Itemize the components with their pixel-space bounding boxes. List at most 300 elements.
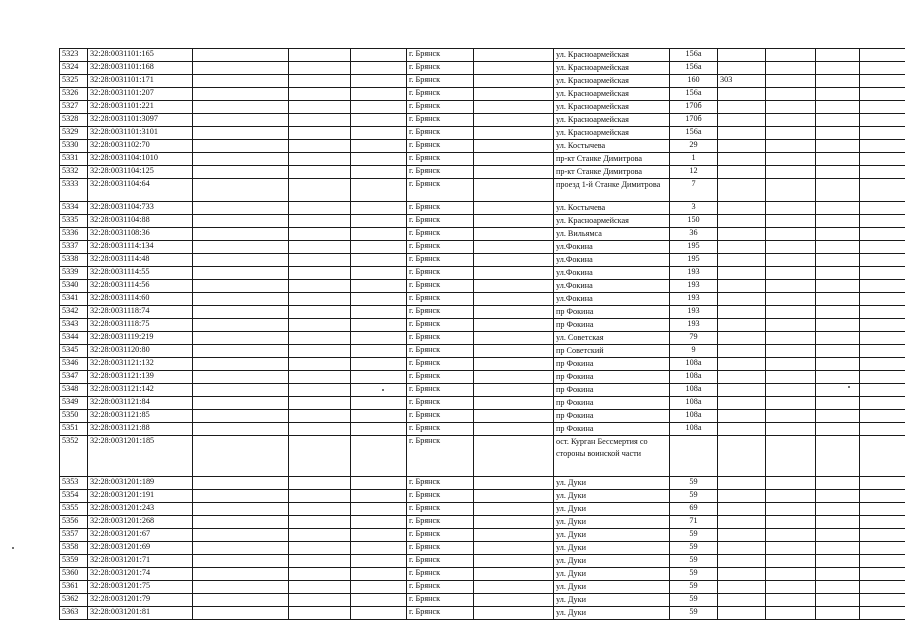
city-cell: г. Брянск: [407, 254, 474, 267]
empty-cell: [766, 202, 816, 215]
corpus-cell: [718, 114, 766, 127]
empty-cell: [351, 228, 407, 241]
empty-cell: [474, 371, 554, 384]
house-cell: 59: [670, 490, 718, 503]
cadastral-number: 32:28:0031114:55: [88, 267, 193, 280]
corpus-cell: [718, 477, 766, 490]
empty-cell: [766, 306, 816, 319]
empty-cell: [766, 345, 816, 358]
empty-cell: [474, 555, 554, 568]
empty-cell: [289, 88, 351, 101]
street-cell: пр Фокина: [554, 358, 670, 371]
city-cell: г. Брянск: [407, 179, 474, 202]
empty-cell: [860, 319, 905, 332]
empty-cell: [193, 410, 289, 423]
corpus-cell: [718, 293, 766, 306]
house-cell: 160: [670, 75, 718, 88]
house-cell: 150: [670, 215, 718, 228]
row-number: 5323: [60, 49, 88, 62]
cadastral-number: 32:28:0031101:168: [88, 62, 193, 75]
house-cell: 195: [670, 254, 718, 267]
empty-cell: [766, 114, 816, 127]
corpus-cell: [718, 529, 766, 542]
empty-cell: [816, 140, 860, 153]
table-row: [60, 555, 905, 568]
house-cell: 59: [670, 542, 718, 555]
empty-cell: [766, 332, 816, 345]
row-number: 5347: [60, 371, 88, 384]
street-cell: пр Фокина: [554, 306, 670, 319]
house-cell: 193: [670, 267, 718, 280]
empty-cell: [816, 477, 860, 490]
house-cell: 108а: [670, 410, 718, 423]
empty-cell: [766, 75, 816, 88]
table-row: [60, 581, 905, 594]
scan-speck: [382, 389, 384, 391]
cadastral-number: 32:28:0031201:81: [88, 607, 193, 620]
empty-cell: [816, 293, 860, 306]
empty-cell: [816, 397, 860, 410]
empty-cell: [474, 436, 554, 477]
house-cell: 9: [670, 345, 718, 358]
empty-cell: [474, 293, 554, 306]
scan-speck: [12, 547, 14, 549]
empty-cell: [193, 280, 289, 293]
cadastral-number: 32:28:0031121:88: [88, 423, 193, 436]
empty-cell: [766, 241, 816, 254]
cadastral-number: 32:28:0031101:165: [88, 49, 193, 62]
empty-cell: [289, 153, 351, 166]
empty-cell: [193, 228, 289, 241]
street-cell: ул. Красноармейская: [554, 127, 670, 140]
street-cell: ул. Дуки: [554, 477, 670, 490]
table-row: [60, 228, 905, 241]
empty-cell: [289, 75, 351, 88]
empty-cell: [816, 166, 860, 179]
table-row: [60, 397, 905, 410]
empty-cell: [289, 228, 351, 241]
empty-cell: [474, 607, 554, 620]
empty-cell: [193, 490, 289, 503]
empty-cell: [289, 114, 351, 127]
city-cell: г. Брянск: [407, 88, 474, 101]
empty-cell: [766, 371, 816, 384]
house-cell: 193: [670, 306, 718, 319]
city-cell: г. Брянск: [407, 371, 474, 384]
table-row: [60, 568, 905, 581]
city-cell: г. Брянск: [407, 49, 474, 62]
empty-cell: [474, 62, 554, 75]
house-cell: 36: [670, 228, 718, 241]
table-row: [60, 319, 905, 332]
table-row: [60, 306, 905, 319]
row-number: 5332: [60, 166, 88, 179]
corpus-cell: [718, 49, 766, 62]
empty-cell: [193, 358, 289, 371]
corpus-cell: [718, 228, 766, 241]
street-cell: ул. Дуки: [554, 581, 670, 594]
city-cell: г. Брянск: [407, 319, 474, 332]
empty-cell: [766, 62, 816, 75]
table-row: [60, 127, 905, 140]
empty-cell: [289, 319, 351, 332]
row-number: 5345: [60, 345, 88, 358]
street-cell: ул. Красноармейская: [554, 49, 670, 62]
empty-cell: [351, 477, 407, 490]
empty-cell: [816, 581, 860, 594]
empty-cell: [766, 384, 816, 397]
empty-cell: [351, 568, 407, 581]
cadastral-number: 32:28:0031201:67: [88, 529, 193, 542]
table-row: [60, 594, 905, 607]
empty-cell: [766, 358, 816, 371]
street-cell: ул. Красноармейская: [554, 88, 670, 101]
empty-cell: [474, 490, 554, 503]
street-cell: ул. Костычева: [554, 140, 670, 153]
street-cell: ул. Дуки: [554, 555, 670, 568]
street-cell: ул. Красноармейская: [554, 75, 670, 88]
empty-cell: [816, 254, 860, 267]
empty-cell: [474, 88, 554, 101]
row-number: 5359: [60, 555, 88, 568]
house-cell: 156а: [670, 62, 718, 75]
corpus-cell: [718, 555, 766, 568]
empty-cell: [193, 477, 289, 490]
empty-cell: [193, 332, 289, 345]
cadastral-number: 32:28:0031201:185: [88, 436, 193, 477]
cadastral-number: 32:28:0031104:1010: [88, 153, 193, 166]
empty-cell: [816, 594, 860, 607]
empty-cell: [474, 166, 554, 179]
street-cell: ул. Дуки: [554, 594, 670, 607]
empty-cell: [474, 228, 554, 241]
empty-cell: [351, 423, 407, 436]
empty-cell: [289, 477, 351, 490]
house-cell: 193: [670, 280, 718, 293]
empty-cell: [193, 319, 289, 332]
cadastral-number: 32:28:0031114:56: [88, 280, 193, 293]
empty-cell: [289, 179, 351, 202]
empty-cell: [193, 306, 289, 319]
street-cell: ул.Фокина: [554, 254, 670, 267]
corpus-cell: [718, 581, 766, 594]
empty-cell: [860, 594, 905, 607]
empty-cell: [193, 293, 289, 306]
cadastral-number: 32:28:0031101:221: [88, 101, 193, 114]
corpus-cell: [718, 319, 766, 332]
empty-cell: [474, 410, 554, 423]
city-cell: г. Брянск: [407, 127, 474, 140]
empty-cell: [860, 101, 905, 114]
house-cell: 108а: [670, 371, 718, 384]
house-cell: 3: [670, 202, 718, 215]
empty-cell: [816, 436, 860, 477]
empty-cell: [193, 397, 289, 410]
empty-cell: [193, 101, 289, 114]
empty-cell: [860, 436, 905, 477]
street-cell: пр Фокина: [554, 423, 670, 436]
row-number: 5350: [60, 410, 88, 423]
empty-cell: [474, 49, 554, 62]
street-cell: ул. Красноармейская: [554, 215, 670, 228]
empty-cell: [351, 127, 407, 140]
empty-cell: [351, 293, 407, 306]
empty-cell: [766, 503, 816, 516]
house-cell: 108а: [670, 358, 718, 371]
row-number: 5344: [60, 332, 88, 345]
row-number: 5361: [60, 581, 88, 594]
empty-cell: [289, 202, 351, 215]
city-cell: г. Брянск: [407, 101, 474, 114]
empty-cell: [289, 581, 351, 594]
empty-cell: [816, 503, 860, 516]
city-cell: г. Брянск: [407, 423, 474, 436]
empty-cell: [860, 345, 905, 358]
empty-cell: [816, 241, 860, 254]
empty-cell: [766, 101, 816, 114]
street-cell: пр-кт Станке Димитрова: [554, 166, 670, 179]
empty-cell: [351, 75, 407, 88]
house-cell: 193: [670, 293, 718, 306]
corpus-cell: [718, 127, 766, 140]
empty-cell: [193, 423, 289, 436]
empty-cell: [816, 280, 860, 293]
corpus-cell: [718, 101, 766, 114]
table-row: [60, 384, 905, 397]
empty-cell: [816, 332, 860, 345]
empty-cell: [193, 555, 289, 568]
empty-cell: [860, 267, 905, 280]
empty-cell: [474, 114, 554, 127]
street-cell: ул. Советская: [554, 332, 670, 345]
table-row: [60, 215, 905, 228]
empty-cell: [474, 140, 554, 153]
empty-cell: [193, 581, 289, 594]
corpus-cell: [718, 358, 766, 371]
corpus-cell: [718, 542, 766, 555]
table-row: [60, 88, 905, 101]
cadastral-number: 32:28:0031120:80: [88, 345, 193, 358]
street-cell: ул.Фокина: [554, 267, 670, 280]
empty-cell: [351, 267, 407, 280]
empty-cell: [766, 423, 816, 436]
empty-cell: [860, 332, 905, 345]
empty-cell: [860, 254, 905, 267]
street-cell: ул. Дуки: [554, 529, 670, 542]
cadastral-number: 32:28:0031104:125: [88, 166, 193, 179]
empty-cell: [860, 477, 905, 490]
empty-cell: [193, 166, 289, 179]
empty-cell: [351, 490, 407, 503]
corpus-cell: [718, 397, 766, 410]
city-cell: г. Брянск: [407, 280, 474, 293]
empty-cell: [289, 594, 351, 607]
street-cell: ул.Фокина: [554, 293, 670, 306]
cadastral-number: 32:28:0031114:60: [88, 293, 193, 306]
cadastral-number: 32:28:0031201:268: [88, 516, 193, 529]
corpus-cell: [718, 202, 766, 215]
corpus-cell: [718, 345, 766, 358]
empty-cell: [289, 254, 351, 267]
empty-cell: [351, 542, 407, 555]
empty-cell: [289, 384, 351, 397]
city-cell: г. Брянск: [407, 166, 474, 179]
city-cell: г. Брянск: [407, 114, 474, 127]
empty-cell: [766, 490, 816, 503]
empty-cell: [474, 568, 554, 581]
cadastral-number: 32:28:0031104:64: [88, 179, 193, 202]
city-cell: г. Брянск: [407, 75, 474, 88]
empty-cell: [860, 306, 905, 319]
city-cell: г. Брянск: [407, 241, 474, 254]
empty-cell: [766, 267, 816, 280]
empty-cell: [766, 166, 816, 179]
empty-cell: [289, 345, 351, 358]
street-cell: ул.Фокина: [554, 280, 670, 293]
street-cell: ул. Костычева: [554, 202, 670, 215]
empty-cell: [816, 410, 860, 423]
empty-cell: [860, 358, 905, 371]
row-number: 5339: [60, 267, 88, 280]
city-cell: г. Брянск: [407, 581, 474, 594]
empty-cell: [289, 607, 351, 620]
empty-cell: [351, 153, 407, 166]
empty-cell: [474, 581, 554, 594]
cadastral-number: 32:28:0031201:243: [88, 503, 193, 516]
table-row: [60, 607, 905, 620]
house-cell: 156а: [670, 88, 718, 101]
empty-cell: [816, 127, 860, 140]
street-cell: пр Фокина: [554, 397, 670, 410]
empty-cell: [474, 345, 554, 358]
empty-cell: [351, 179, 407, 202]
empty-cell: [816, 75, 860, 88]
row-number: 5360: [60, 568, 88, 581]
empty-cell: [193, 202, 289, 215]
empty-cell: [860, 127, 905, 140]
empty-cell: [766, 477, 816, 490]
corpus-cell: [718, 607, 766, 620]
street-cell: пр Фокина: [554, 410, 670, 423]
city-cell: г. Брянск: [407, 516, 474, 529]
empty-cell: [816, 555, 860, 568]
empty-cell: [193, 503, 289, 516]
table-row: [60, 166, 905, 179]
empty-cell: [474, 241, 554, 254]
cadastral-number: 32:28:0031101:171: [88, 75, 193, 88]
empty-cell: [351, 49, 407, 62]
table-row: [60, 423, 905, 436]
empty-cell: [289, 436, 351, 477]
street-cell: пр-кт Станке Димитрова: [554, 153, 670, 166]
city-cell: г. Брянск: [407, 306, 474, 319]
city-cell: г. Брянск: [407, 332, 474, 345]
city-cell: г. Брянск: [407, 202, 474, 215]
empty-cell: [351, 516, 407, 529]
house-cell: 59: [670, 555, 718, 568]
empty-cell: [766, 88, 816, 101]
corpus-cell: [718, 140, 766, 153]
empty-cell: [766, 516, 816, 529]
empty-cell: [816, 529, 860, 542]
house-cell: 156а: [670, 49, 718, 62]
empty-cell: [351, 215, 407, 228]
empty-cell: [193, 49, 289, 62]
city-cell: г. Брянск: [407, 384, 474, 397]
empty-cell: [766, 529, 816, 542]
cadastral-number: 32:28:0031121:85: [88, 410, 193, 423]
empty-cell: [193, 436, 289, 477]
street-cell: ул. Красноармейская: [554, 62, 670, 75]
empty-cell: [351, 254, 407, 267]
empty-cell: [474, 254, 554, 267]
empty-cell: [860, 241, 905, 254]
empty-cell: [860, 423, 905, 436]
empty-cell: [289, 215, 351, 228]
empty-cell: [351, 306, 407, 319]
table-row: [60, 241, 905, 254]
city-cell: г. Брянск: [407, 153, 474, 166]
street-cell: ул. Дуки: [554, 542, 670, 555]
empty-cell: [289, 358, 351, 371]
row-number: 5346: [60, 358, 88, 371]
empty-cell: [193, 594, 289, 607]
cadastral-number: 32:28:0031102:70: [88, 140, 193, 153]
table-row: [60, 202, 905, 215]
corpus-cell: [718, 153, 766, 166]
empty-cell: [816, 568, 860, 581]
row-number: 5354: [60, 490, 88, 503]
cadastral-number: 32:28:0031118:75: [88, 319, 193, 332]
row-number: 5328: [60, 114, 88, 127]
empty-cell: [193, 88, 289, 101]
city-cell: г. Брянск: [407, 607, 474, 620]
scan-speck: [848, 386, 850, 388]
empty-cell: [289, 49, 351, 62]
city-cell: г. Брянск: [407, 477, 474, 490]
cadastral-number: 32:28:0031121:142: [88, 384, 193, 397]
empty-cell: [860, 410, 905, 423]
empty-cell: [474, 516, 554, 529]
table-row: [60, 371, 905, 384]
empty-cell: [474, 202, 554, 215]
city-cell: г. Брянск: [407, 62, 474, 75]
empty-cell: [860, 153, 905, 166]
table-row: [60, 542, 905, 555]
house-cell: 170б: [670, 101, 718, 114]
empty-cell: [766, 254, 816, 267]
empty-cell: [289, 490, 351, 503]
house-cell: 7: [670, 179, 718, 202]
row-number: 5334: [60, 202, 88, 215]
cadastral-number: 32:28:0031121:139: [88, 371, 193, 384]
empty-cell: [816, 228, 860, 241]
empty-cell: [860, 607, 905, 620]
row-number: 5348: [60, 384, 88, 397]
empty-cell: [351, 503, 407, 516]
empty-cell: [474, 594, 554, 607]
cadastral-number: 32:28:0031118:74: [88, 306, 193, 319]
cadastral-number: 32:28:0031101:3101: [88, 127, 193, 140]
empty-cell: [816, 306, 860, 319]
city-cell: г. Брянск: [407, 594, 474, 607]
empty-cell: [474, 179, 554, 202]
table-row: [60, 179, 905, 202]
house-cell: 108а: [670, 397, 718, 410]
house-cell: 59: [670, 607, 718, 620]
empty-cell: [766, 127, 816, 140]
empty-cell: [193, 516, 289, 529]
